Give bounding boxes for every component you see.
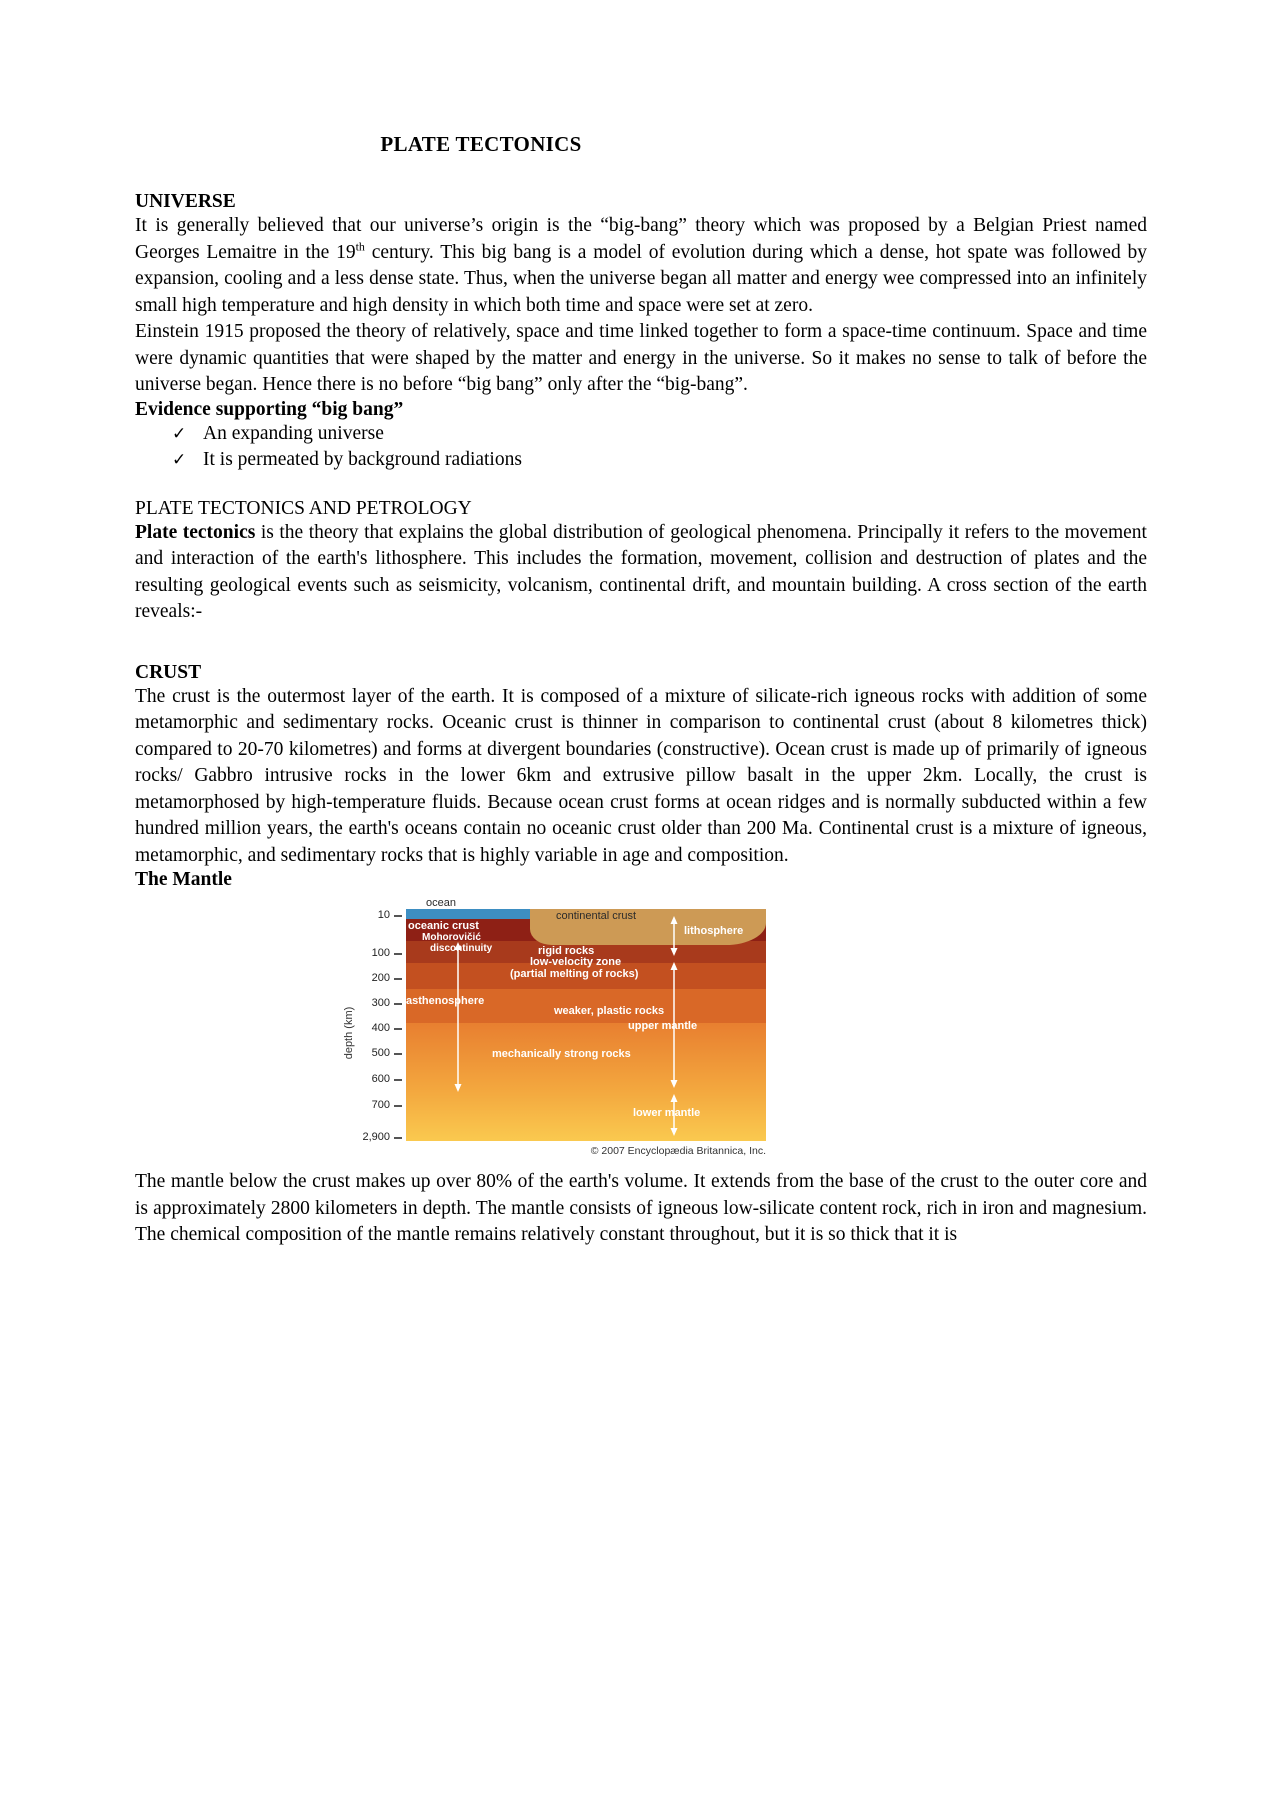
asthenosphere-arrow xyxy=(455,942,462,1092)
mantle-paragraph: The mantle below the crust makes up over 80% of the earth's volume. It extends from the base of the crust to the outer core and is approximately 2800 kilometers in depth. The mantle consists of igneous low-silicate content rock, rich in iron and magnesium. The chemical composition of the mantle remains relatively constant throughout, but it is so thick that it is xyxy=(135,1171,1147,1245)
crust-heading: CRUST xyxy=(135,661,202,683)
moho-label-line1: Mohorovičić xyxy=(422,932,481,943)
oceanic-crust-label: oceanic crust xyxy=(408,920,479,932)
depth-axis-label: depth (km) xyxy=(343,1006,355,1060)
evidence-item-label: An expanding universe xyxy=(203,422,384,444)
continental-crust-label: continental crust xyxy=(556,910,637,922)
depth-tick-200: 200 xyxy=(344,972,390,985)
evidence-list-item xyxy=(135,421,1147,448)
petrology-lead-term: Plate tectonics xyxy=(135,521,256,543)
evidence-list xyxy=(135,421,1147,474)
universe-paragraph-1-text-a: It is generally believed that our universe’s origin is the “big-bang” theory which was proposed by a Belgian Priest named Georges Lemaitre in the 19 xyxy=(135,215,1147,263)
rigid-rocks-label: rigid rocks xyxy=(538,945,595,957)
petrology-paragraph xyxy=(135,520,1147,626)
petrology-paragraph-text: is the theory that explains the global distribution of geological phenomena. Principally it refers to the movement and interaction of the earth's lithosphere. This includes the formation, movement, collision and destruction of plates and the resulting geological events such as seismicity, volcanism, continental drift, and mountain building. A cross section of the earth reveals:- xyxy=(135,521,1147,622)
universe-paragraph-1-text-b: century. This big bang is a model of evolution during which a dense, hot spate was followed by expansion, cooling and a less dense state. Thus, when the universe began all matter and energy wee compressed into an infinitely small high temperature and high density in which both time and space were set at zero. xyxy=(135,241,1147,316)
ocean-label: ocean xyxy=(426,897,456,909)
low-velocity-label-line2: (partial melting of rocks) xyxy=(510,968,639,980)
earth-layers-panel xyxy=(406,897,766,1141)
upper-mantle-label: upper mantle xyxy=(628,1020,698,1032)
check-icon: ✓ xyxy=(172,450,187,470)
universe-paragraph-1 xyxy=(135,213,1147,319)
low-velocity-label-line1: low-velocity zone xyxy=(530,956,622,968)
weaker-plastic-label: weaker, plastic rocks xyxy=(554,1005,665,1017)
depth-tick-10: 10 xyxy=(344,909,390,922)
mantle-heading: The Mantle xyxy=(135,869,232,890)
diagram-copyright: © 2007 Encyclopædia Britannica, Inc. xyxy=(590,1145,766,1157)
moho-label-line2: discontinuity xyxy=(430,943,493,954)
evidence-list-item xyxy=(135,447,1147,474)
depth-tick-300: 300 xyxy=(344,997,390,1010)
lithosphere-label: lithosphere xyxy=(684,925,744,937)
depth-tick-100: 100 xyxy=(344,947,390,960)
depth-tick-2900: 2,900 xyxy=(344,1131,390,1144)
lower-mantle-label: lower mantle xyxy=(633,1107,701,1119)
universe-paragraph-2: Einstein 1915 proposed the theory of relatively, space and time linked together to form a space-time continuum. Space and time were dynamic quantities that were shaped by the matter and energy in the universe. So it makes no sense to talk of before the universe began. Hence there is no before “big bang” only after the “big-bang”. xyxy=(135,321,1147,395)
crust-paragraph: The crust is the outermost layer of the earth. It is composed of a mixture of silicate-rich igneous rocks with addition of some metamorphic and sedimentary rocks. Oceanic crust is thinner in comparison to continental crust (about 8 kilometres thick) compared to 20-70 kilometres) and forms at divergent boundaries (constructive). Ocean crust is made up of primarily of igneous rocks/ Gabbro intrusive rocks in the lower 6km and extrusive pillow basalt in the upper 2km. Locally, the crust is metamorphosed by high-temperature fluids. Because ocean crust forms at ocean ridges and is normally subducted within a few hundred million years, the earth's oceans contain no oceanic crust older than 200 Ma. Continental crust is a mixture of igneous, metamorphic, and sedimentary rocks that is highly variable in age and composition. xyxy=(135,685,1147,866)
asthenosphere-label: asthenosphere xyxy=(406,995,485,1007)
evidence-item-label: It is permeated by background radiations xyxy=(203,449,522,470)
depth-tick-700: 700 xyxy=(344,1099,390,1112)
check-icon: ✓ xyxy=(172,423,187,444)
depth-tick-500: 500 xyxy=(344,1047,390,1060)
depth-tick-600: 600 xyxy=(344,1073,390,1086)
petrology-heading: PLATE TECTONICS AND PETROLOGY xyxy=(135,497,472,519)
document-title: PLATE TECTONICS xyxy=(380,132,582,156)
universe-heading: UNIVERSE xyxy=(135,191,236,212)
ordinal-superscript: th xyxy=(355,239,365,253)
depth-tick-400: 400 xyxy=(344,1022,390,1035)
mantle-cross-section-diagram xyxy=(340,897,766,1161)
mechanically-strong-label: mechanically strong rocks xyxy=(492,1048,631,1060)
lithosphere-arrow xyxy=(671,916,678,956)
evidence-heading: Evidence supporting “big bang” xyxy=(135,398,404,420)
